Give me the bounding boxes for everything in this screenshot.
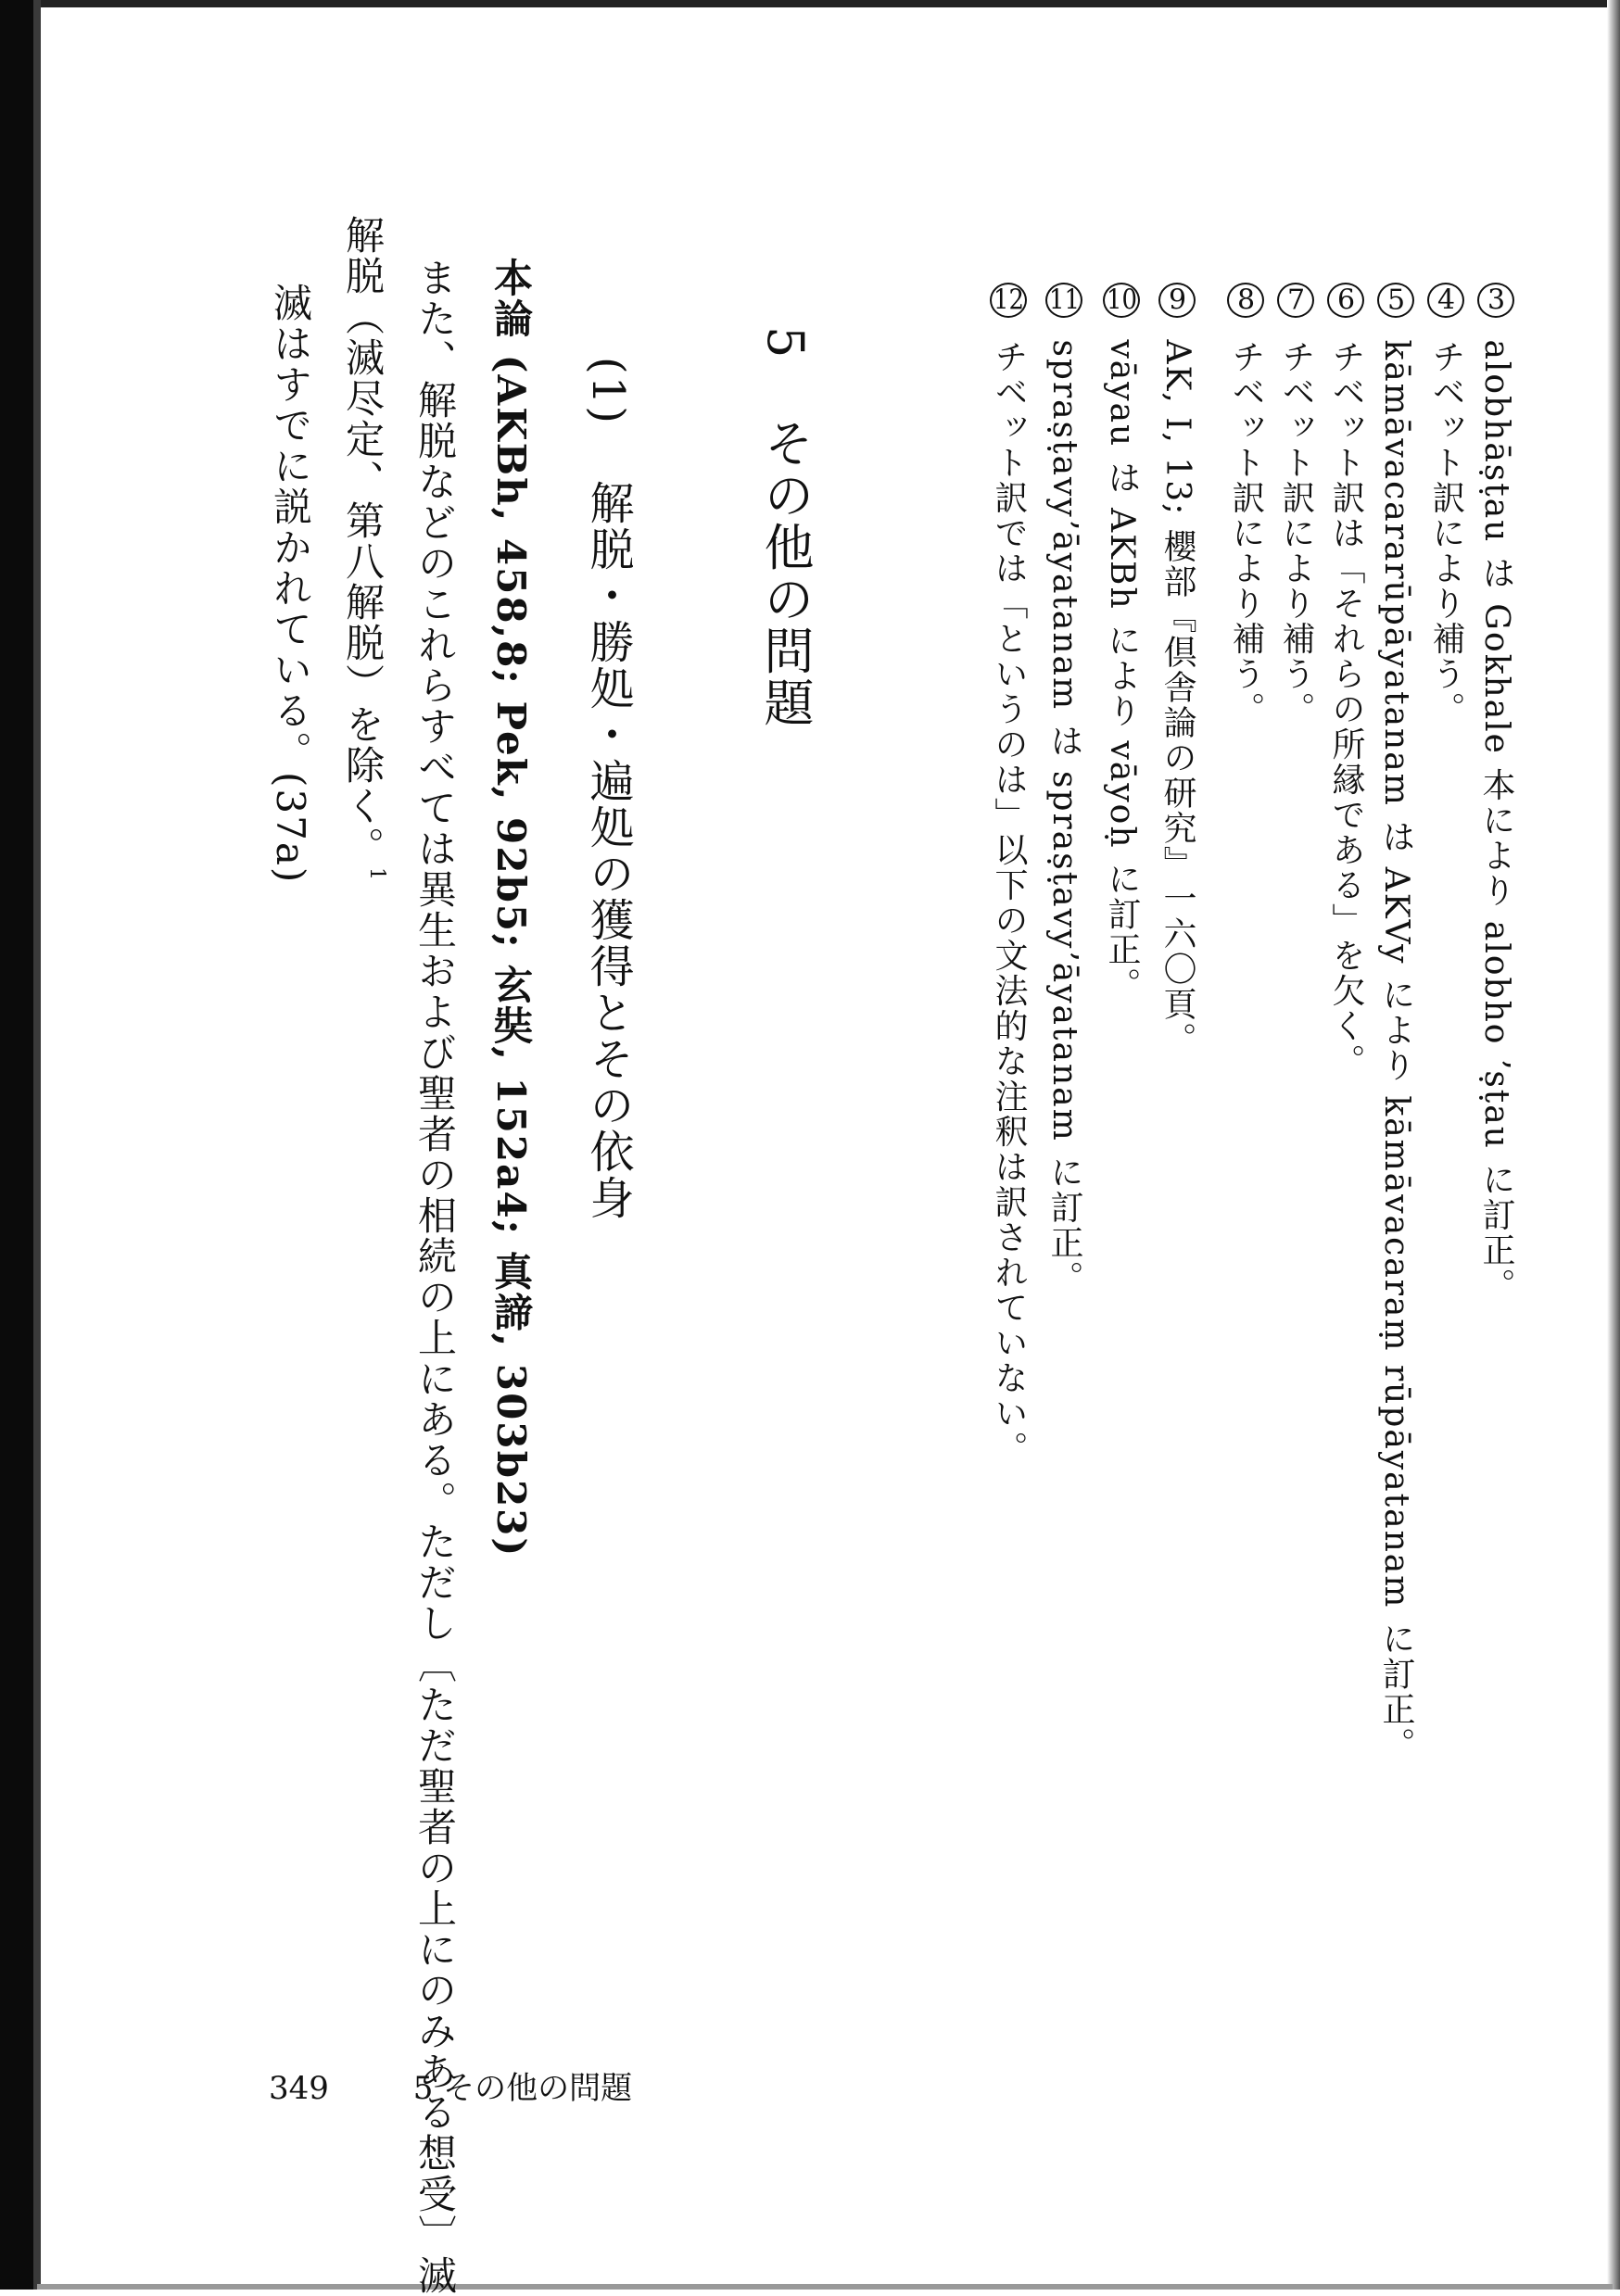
- body-line-2: 解脱（滅尽定、第八解脱）を除く。$^1$: [340, 215, 388, 882]
- note-text: チベット訳により補う。: [1427, 339, 1465, 727]
- section-number: 5: [756, 326, 815, 360]
- note-number: 11: [1049, 286, 1080, 314]
- scan-edge-bottom: [37, 2284, 1613, 2290]
- note-5: [1377, 283, 1414, 1762]
- subsection-number: (1): [582, 357, 634, 425]
- note-8: [1227, 283, 1264, 726]
- body-label: 本論: [488, 258, 534, 339]
- scan-edge-left: [0, 0, 33, 2290]
- note-number: 12: [994, 286, 1024, 314]
- subsection-heading: [582, 357, 634, 1221]
- scan-edge-right: [1607, 0, 1620, 2290]
- body-line-1: また、解脱などのこれらすべては異生および聖者の相続の上にある。ただし〔ただ聖者の上にのみある想受〕滅: [412, 258, 458, 2296]
- note-text: チベット訳は「それらの所縁である」を欠く。: [1327, 339, 1365, 1079]
- scan-edge-top: [0, 0, 1620, 7]
- note-number: 5: [1386, 286, 1406, 314]
- note-7: [1277, 283, 1314, 726]
- note-text: チベット訳により補う。: [1277, 339, 1315, 727]
- scan-edge-left-shadow: [33, 0, 41, 2290]
- note-number: 8: [1236, 286, 1256, 314]
- note-12: [990, 283, 1027, 1466]
- note-4: [1427, 283, 1464, 726]
- note-number: 9: [1168, 286, 1187, 314]
- body-line-3: 滅はすでに説かれている。(37a): [268, 283, 313, 885]
- note-number: 6: [1336, 286, 1356, 314]
- note-10: [1103, 283, 1140, 1003]
- running-title: 5 その他の問題: [412, 2070, 633, 2107]
- note-text: alobhāṣṭau は Gokhale 本により alobho ʼṣṭau に訂正。: [1477, 339, 1515, 1304]
- page-footer: [269, 2063, 706, 2108]
- page-number: 349: [269, 2070, 329, 2107]
- note-text: spraṣṭavyʼāyatanam は spraṣṭavyʼāyatanam に訂正。: [1045, 339, 1083, 1296]
- note-text: vāyau は AKBh により vāyoḥ に訂正。: [1103, 339, 1141, 1003]
- note-text: AK, I, 13; 櫻部『倶舎論の研究』一六〇頁。: [1158, 339, 1196, 1057]
- note-text: チベット訳により補う。: [1227, 339, 1265, 727]
- footnote-marker: 1: [365, 867, 388, 882]
- note-11: [1045, 283, 1082, 1295]
- note-number: 3: [1487, 286, 1506, 314]
- note-number: 7: [1286, 286, 1306, 314]
- note-number: 10: [1107, 286, 1137, 314]
- body-reference: (AKBh, 458,8; Pek, 92b5; 玄奘, 152a4; 真諦, 303b23): [488, 354, 534, 1558]
- note-text: kāmāvacararūpāyatanam は AKVy により kāmāvacaraṃ rūpāyatanam に訂正。: [1377, 339, 1415, 1762]
- body-reference-line: [488, 258, 534, 1558]
- note-6: [1327, 283, 1364, 1079]
- section-title: その他の問題: [756, 417, 815, 729]
- subsection-title: 解脱・勝処・遍処の獲得とその依身: [582, 479, 634, 1221]
- note-9: [1158, 283, 1196, 1057]
- note-text: チベット訳では「というのは」以下の文法的な注釈は訳されていない。: [990, 339, 1028, 1467]
- note-number: 4: [1436, 286, 1456, 314]
- note-3: [1477, 283, 1514, 1303]
- section-heading: [756, 326, 815, 729]
